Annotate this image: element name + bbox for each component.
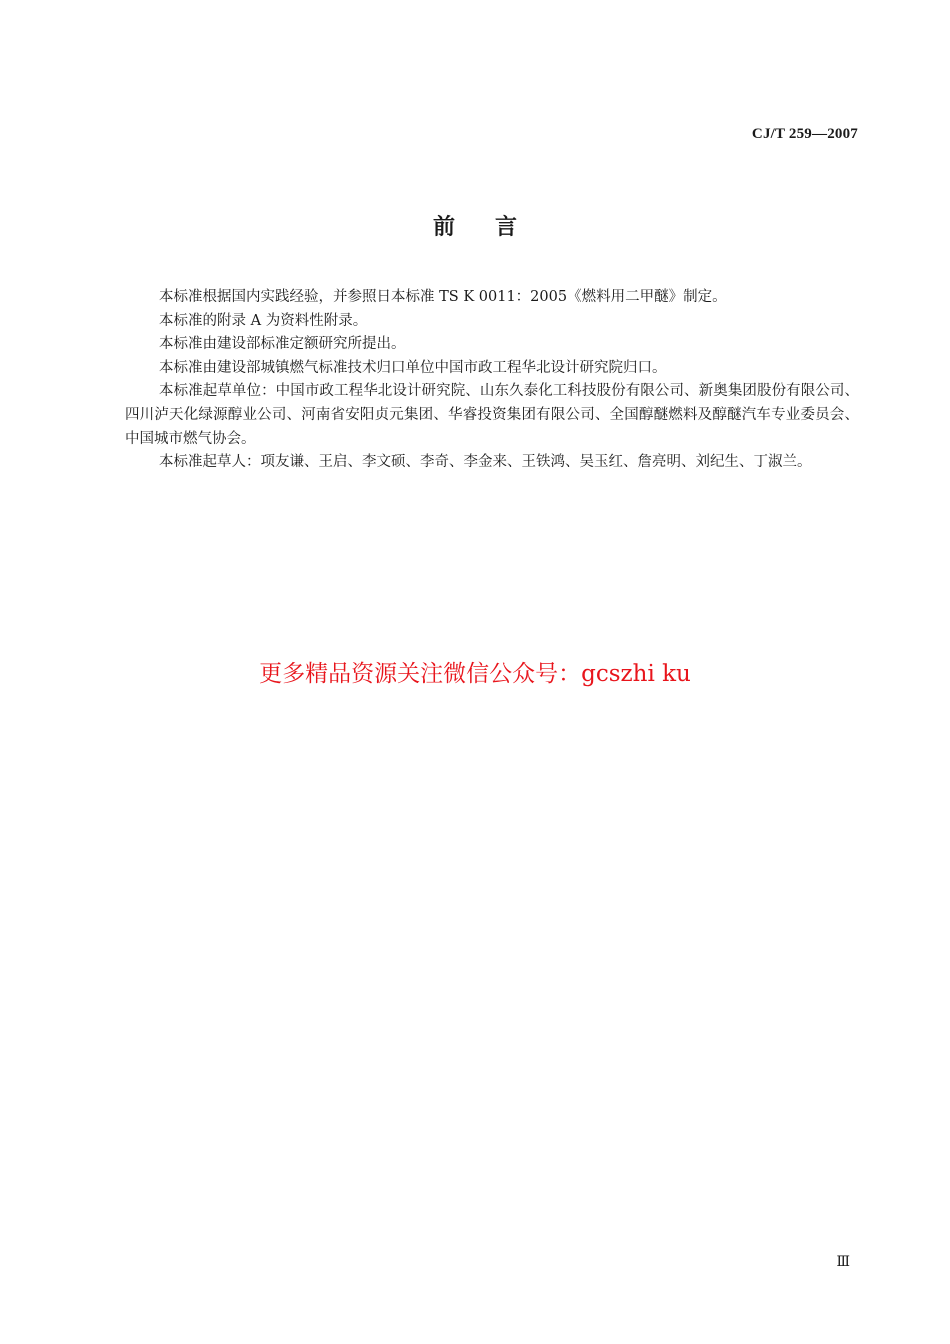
paragraph-responsible-unit: 本标准由建设部城镇燃气标准技术归口单位中国市政工程华北设计研究院归口。: [159, 359, 667, 376]
foreword-body: [125, 286, 859, 475]
paragraph-proposer: 本标准由建设部标准定额研究所提出。: [159, 336, 406, 353]
paragraph-drafting-units: 本标准起草单位：中国市政工程华北设计研究院、山东久泰化工科技股份有限公司、新奥集团股份有限公司、四川泸天化绿源醇业公司、河南省安阳贞元集团、华睿投资集团有限公司、全国醇醚燃料及醇醚汽车专业委员会、中国城市燃气协会。: [125, 383, 859, 447]
page-title: 前言: [432, 215, 557, 240]
standard-code: CJ/T 259—2007: [751, 126, 858, 142]
paragraph-reference: 本标准根据国内实践经验，并参照日本标准 TS K 0011：2005《燃料用二甲醚》制定。: [159, 289, 727, 305]
paragraph-appendix: 本标准的附录 A 为资料性附录。: [159, 312, 368, 329]
promo-text: 更多精品资源关注微信公众号：gcszhi ku: [259, 661, 691, 687]
paragraph-drafters: 本标准起草人：项友谦、王启、李文硕、李奇、李金来、王铁鸿、吴玉红、詹亮明、刘纪生、丁淑兰。: [159, 454, 812, 471]
page-number: Ⅲ: [836, 1255, 850, 1270]
